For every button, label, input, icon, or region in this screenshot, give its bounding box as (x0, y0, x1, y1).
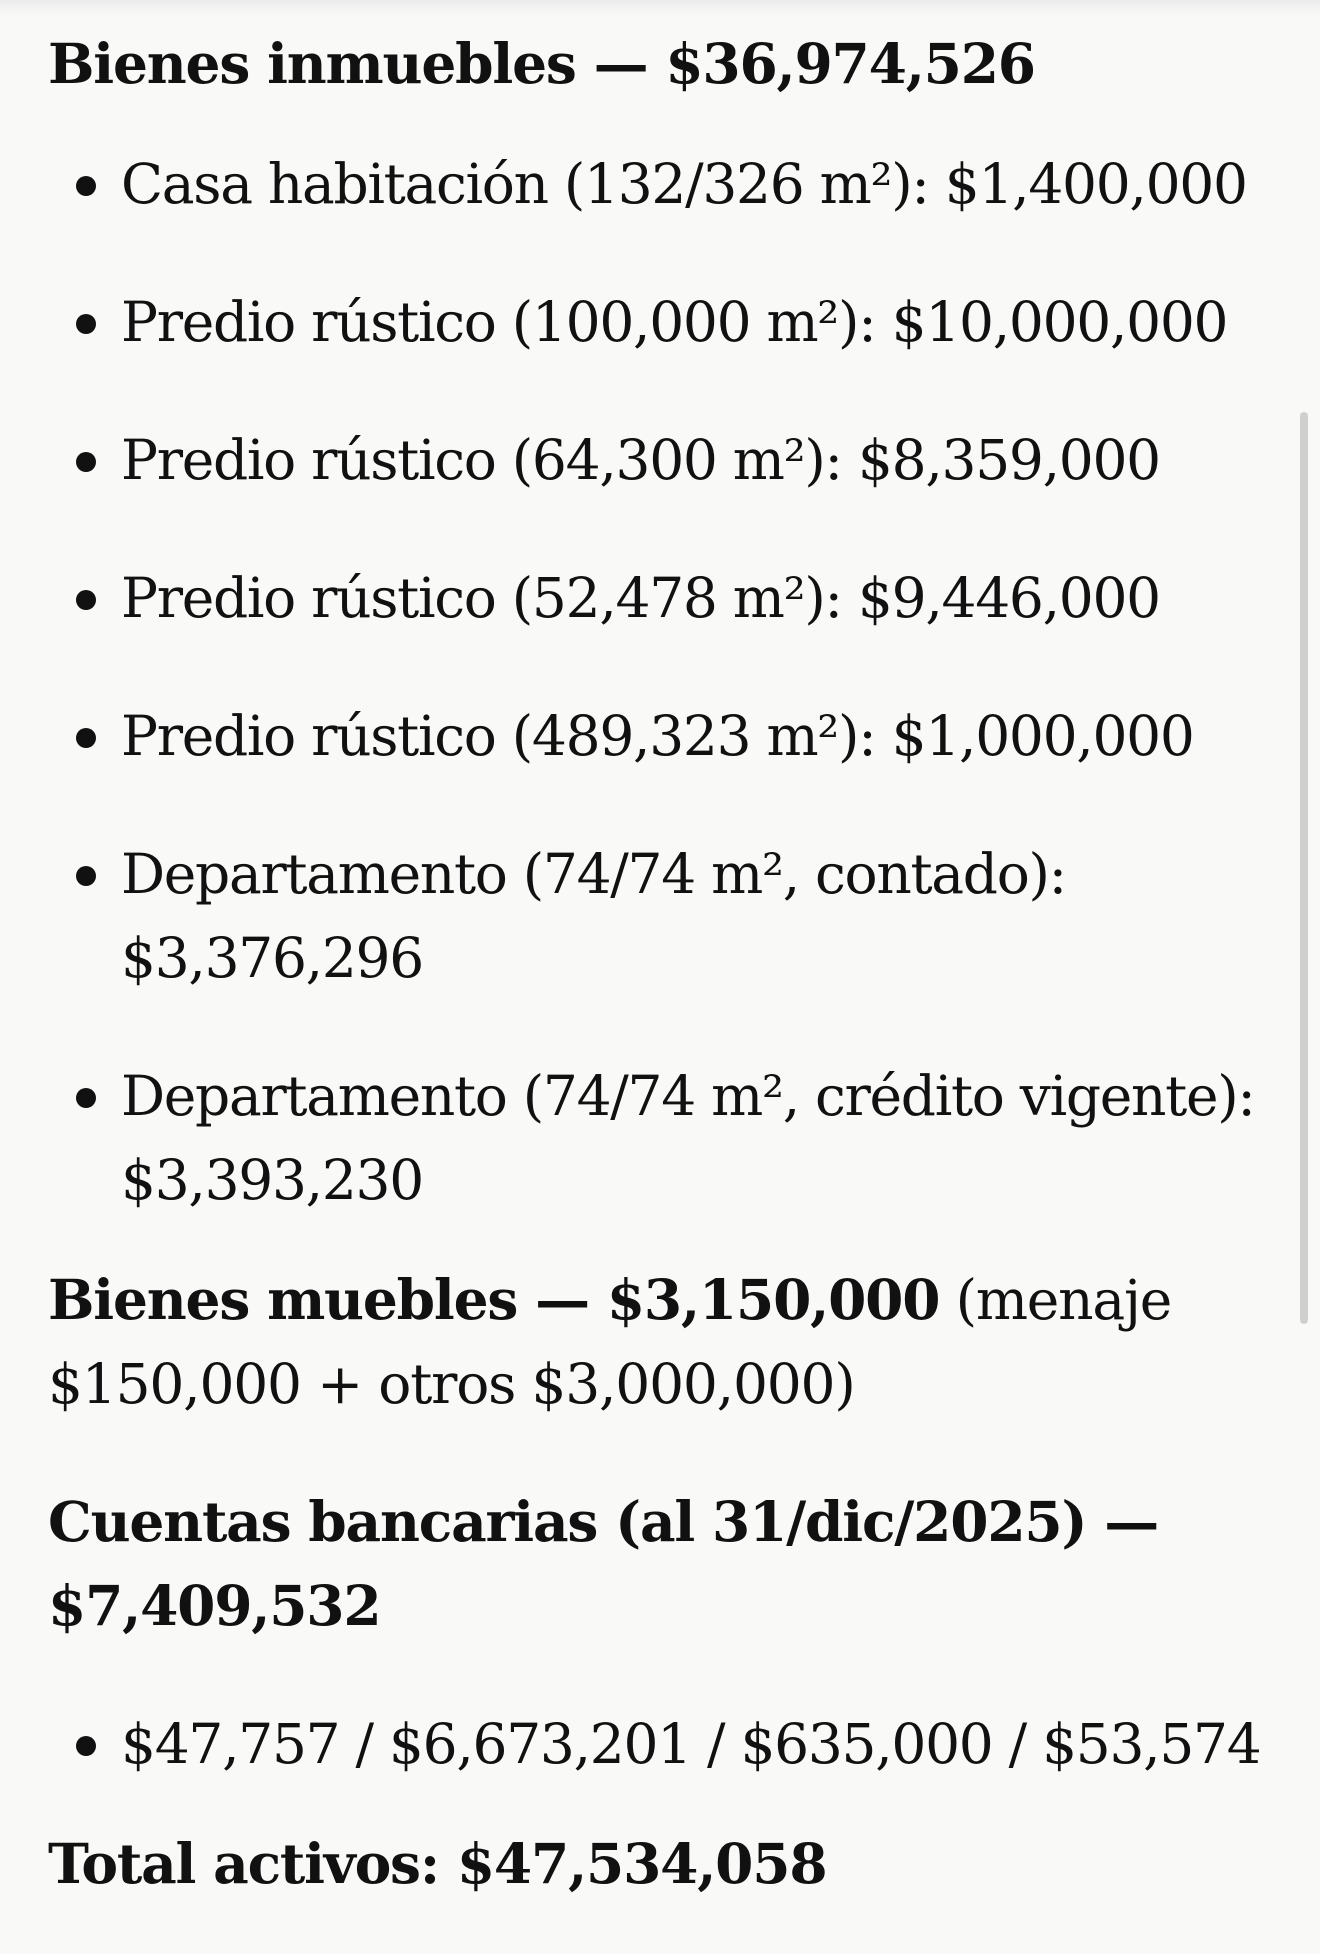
scrollbar[interactable] (1300, 412, 1308, 1324)
list-bienes-inmuebles (48, 142, 1278, 1222)
list-item (48, 142, 1278, 226)
list-item-text: $47,757 / $6,673,201 / $635,000 / $53,574 (121, 1712, 1261, 1776)
list-item (48, 280, 1278, 364)
list-item-text: Departamento (74/74 m², crédito vigente): $3,393,230 (121, 1064, 1255, 1212)
heading-bienes-inmuebles (48, 22, 1278, 106)
total-activos (48, 1822, 1278, 1906)
heading-bienes-muebles (48, 1258, 1278, 1426)
bullet-icon (76, 1736, 96, 1756)
bullet-icon (76, 728, 96, 748)
list-item (48, 1702, 1278, 1786)
top-fade (0, 0, 1320, 16)
total-activos-text: Total activos: $47,534,058 (48, 1831, 827, 1896)
heading-cuentas-bancarias (48, 1480, 1278, 1648)
list-item-text: Predio rústico (489,323 m²): $1,000,000 (121, 704, 1194, 768)
list-item-text: Casa habitación (132/326 m²): $1,400,000 (121, 152, 1247, 216)
list-item-text: Predio rústico (100,000 m²): $10,000,000 (121, 290, 1228, 354)
bullet-icon (76, 314, 96, 334)
heading-bienes-muebles-detail: (menaje $150,000 + otros $3,000,000) (48, 1268, 1172, 1416)
document-body (48, 22, 1278, 1906)
bullet-icon (76, 1088, 96, 1108)
bullet-icon (76, 176, 96, 196)
heading-cuentas-bancarias-text: Cuentas bancarias (al 31/dic/2025) — $7,409,532 (48, 1489, 1159, 1638)
list-item (48, 694, 1278, 778)
list-cuentas-bancarias (48, 1702, 1278, 1786)
list-item-text: Departamento (74/74 m², contado): $3,376,296 (121, 842, 1066, 990)
bullet-icon (76, 590, 96, 610)
list-item-text: Predio rústico (52,478 m²): $9,446,000 (121, 566, 1160, 630)
list-item (48, 556, 1278, 640)
bullet-icon (76, 452, 96, 472)
list-item (48, 1054, 1278, 1222)
list-item (48, 418, 1278, 502)
list-item-text: Predio rústico (64,300 m²): $8,359,000 (121, 428, 1160, 492)
heading-bienes-inmuebles-text: Bienes inmuebles — $36,974,526 (48, 31, 1035, 96)
list-item (48, 832, 1278, 1000)
heading-bienes-muebles-bold: Bienes muebles — $3,150,000 (48, 1267, 940, 1332)
bullet-icon (76, 866, 96, 886)
